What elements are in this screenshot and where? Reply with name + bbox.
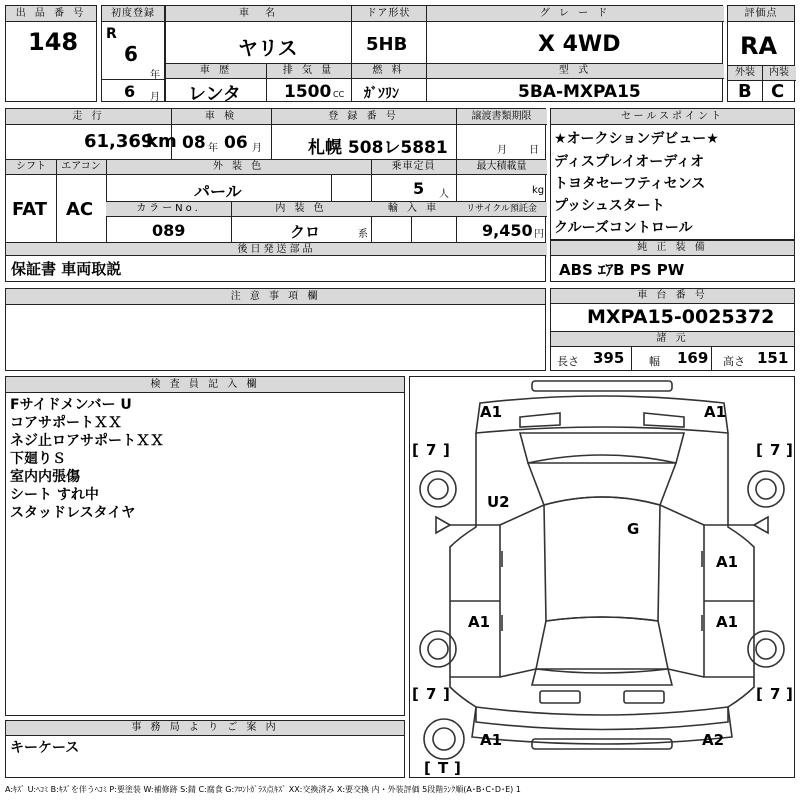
tire-rl-bracket-r: ] <box>443 685 450 703</box>
insp-month: 06 <box>224 133 248 153</box>
office-note: キーケース <box>10 740 80 756</box>
mark-hood-left: U2 <box>487 493 510 511</box>
inspector-line-3: ネジ止ロアサポートＸＸ <box>10 433 164 449</box>
car-diagram-box <box>409 376 795 778</box>
grade: X 4WD <box>538 32 621 57</box>
mark-front-left: A1 <box>480 403 503 421</box>
import-label: 輸 入 車 <box>371 202 456 217</box>
reg-month: 6 <box>124 82 136 101</box>
load-label: 最大積載量 <box>456 160 547 175</box>
tire-rr-depth: 7 <box>770 685 781 703</box>
sales-point-4: プッシュスタート <box>554 198 665 214</box>
colorno-label: カラーNo. <box>106 202 231 217</box>
mileage-label: 走 行 <box>6 109 171 125</box>
notes-label: 注 意 事 項 欄 <box>6 289 545 305</box>
mark-front-right: A1 <box>704 403 727 421</box>
inspector-box <box>5 376 405 716</box>
inspector-label: 検 査 員 記 入 欄 <box>6 377 404 393</box>
later-parts: 保証書 車両取説 <box>11 260 122 278</box>
vehicle-name: ヤリス <box>238 36 298 60</box>
shift: FAT <box>12 199 48 220</box>
spare-bracket-l: [ <box>424 759 431 777</box>
sales-point-5: クルーズコントロール <box>554 220 693 236</box>
transfer-day-unit: 日 <box>529 145 539 156</box>
recycle-label: リサイクル預託金 <box>456 202 547 217</box>
tire-rr-bracket-r: ] <box>786 685 793 703</box>
load-unit: kg <box>532 185 545 196</box>
history: レンタ <box>188 84 241 105</box>
sales-point-2: ディスプレイオーディオ <box>554 154 705 170</box>
mark-rear-right: A2 <box>702 731 725 749</box>
interior-grade: C <box>771 81 785 102</box>
spare-tire-mark: T <box>438 759 449 777</box>
exterior-label: 外装 <box>728 66 762 81</box>
length: 395 <box>593 349 625 367</box>
office-box <box>5 720 405 778</box>
width: 169 <box>677 349 709 367</box>
model-label: 型 式 <box>426 64 724 79</box>
transfer-label: 譲渡書類期限 <box>456 109 547 125</box>
tire-fl-bracket-r: ] <box>443 441 450 459</box>
lot-number: 148 <box>28 28 79 56</box>
equipment-box <box>550 240 795 282</box>
car-diagram <box>410 377 794 777</box>
height: 151 <box>757 349 789 367</box>
legend: A:ｷｽﾞ U:ﾍｺﾐ B:ｷｽﾞを伴うﾍｺﾐ P:要塗装 W:補修跡 S:錆 C:腐食 G:ﾌﾛﾝﾄｶﾞﾗｽ点ｷｽﾞ XX:交換済み X:要交換 内・外装評価 5段階ﾗﾝｸ順(A･B･C･D･E) 1 <box>5 785 521 794</box>
inspector-line-7: スタッドレスタイヤ <box>10 505 136 521</box>
capacity-label: 乗車定員 <box>371 160 456 175</box>
sales-point-3: トヨタセーフティセンス <box>554 176 706 192</box>
tire-fr-bracket-l: [ <box>756 441 763 459</box>
grade-label: グ レ ー ド <box>426 6 724 22</box>
shift-label: シフト <box>6 160 56 175</box>
interior-color-label: 内 装 色 <box>231 202 371 217</box>
ac: AC <box>66 199 94 220</box>
dims-label: 諸 元 <box>551 332 794 347</box>
color-label: 外 装 色 <box>106 160 371 175</box>
displacement-label: 排 気 量 <box>266 64 351 79</box>
mark-right-side: A1 <box>716 553 739 571</box>
tire-fr-bracket-r: ] <box>786 441 793 459</box>
height-label: 高さ <box>723 355 745 368</box>
equipment: ABS ｴｱB PS PW <box>559 261 685 279</box>
door-label: ドア形状 <box>351 6 426 22</box>
inspector-line-6: シート すれ中 <box>10 487 99 503</box>
lot-label: 出 品 番 号 <box>6 6 96 22</box>
interior-label: 内装 <box>762 66 796 81</box>
chassis-number: MXPA15-0025372 <box>587 306 775 328</box>
name-label: 車 名 <box>166 6 351 22</box>
interior-color-unit: 系 <box>358 229 368 240</box>
width-label: 幅 <box>649 355 660 368</box>
reg-year-unit: 年 <box>150 70 160 81</box>
reg-year: 6 <box>124 42 138 66</box>
color-number: 089 <box>152 221 186 240</box>
tire-rl-bracket-l: [ <box>412 685 419 703</box>
later-parts-box <box>5 255 546 282</box>
tire-rr-bracket-l: [ <box>756 685 763 703</box>
capacity-unit: 人 <box>439 189 449 200</box>
lot-box <box>5 5 97 102</box>
mark-right-rear-door: A1 <box>716 613 739 631</box>
equipment-label: 純 正 装 備 <box>551 241 794 256</box>
score: RA <box>740 32 778 60</box>
recycle-fee: 9,450 <box>482 221 533 240</box>
plate-number: 札幌 508レ5881 <box>308 138 448 158</box>
mark-roof: G <box>627 520 640 538</box>
sales-points-label: セールスポイント <box>551 109 794 125</box>
registration-box <box>101 5 165 102</box>
sales-points-box <box>550 108 795 240</box>
tire-fl-depth: 7 <box>426 441 437 459</box>
chassis-box <box>550 288 795 371</box>
inspection-label: 車 検 <box>171 109 271 125</box>
exterior-color: パール <box>194 182 242 201</box>
insp-month-unit: 月 <box>252 143 262 154</box>
length-label: 長さ <box>557 355 579 368</box>
score-label: 評価点 <box>728 6 794 22</box>
door-type: 5HB <box>366 34 408 55</box>
transfer-month-unit: 月 <box>497 145 507 156</box>
reg-label: 初度登録 <box>102 6 164 22</box>
chassis-label: 車 台 番 号 <box>551 289 794 304</box>
model: 5BA-MXPA15 <box>518 82 641 102</box>
fuel: ｶﾞｿﾘﾝ <box>364 86 399 102</box>
later-parts-label: 後日発送部品 <box>6 243 547 257</box>
mark-left-side: A1 <box>468 613 491 631</box>
mileage: 61,369 <box>84 131 154 152</box>
fuel-label: 燃 料 <box>351 64 426 79</box>
score-box <box>727 5 795 102</box>
tire-fl-bracket-l: [ <box>412 441 419 459</box>
tire-rl-depth: 7 <box>426 685 437 703</box>
displacement-unit: CC <box>333 90 345 99</box>
plate-label: 登 録 番 号 <box>271 109 456 125</box>
capacity: 5 <box>413 179 425 198</box>
ac-label: エアコン <box>56 160 106 175</box>
reg-era: R <box>106 26 117 42</box>
tire-fr-depth: 7 <box>770 441 781 459</box>
reg-month-unit: 月 <box>150 92 160 103</box>
notes-box <box>5 288 546 371</box>
vehicle-info-box <box>165 5 723 105</box>
exterior-grade: B <box>738 81 752 102</box>
inspector-line-5: 室内内張傷 <box>10 469 80 485</box>
inspector-line-2: コアサポートＸＸ <box>10 415 122 431</box>
sales-point-1: ★オークションデビュー★ <box>554 131 719 147</box>
history-label: 車 歴 <box>166 64 266 79</box>
mark-rear-left: A1 <box>480 731 503 749</box>
displacement: 1500 <box>284 82 332 102</box>
inspector-line-4: 下廻りＳ <box>10 451 66 467</box>
spare-bracket-r: ] <box>454 759 461 777</box>
recycle-unit: 円 <box>534 229 544 240</box>
insp-year: 08 <box>182 133 206 153</box>
details-box <box>5 108 546 256</box>
interior-color: クロ <box>290 223 321 241</box>
inspector-line-1: Fサイドメンバー U <box>10 397 132 413</box>
insp-year-unit: 年 <box>208 143 218 154</box>
office-label: 事 務 局 よ り ご 案 内 <box>6 721 404 736</box>
mileage-unit: km <box>146 131 177 152</box>
